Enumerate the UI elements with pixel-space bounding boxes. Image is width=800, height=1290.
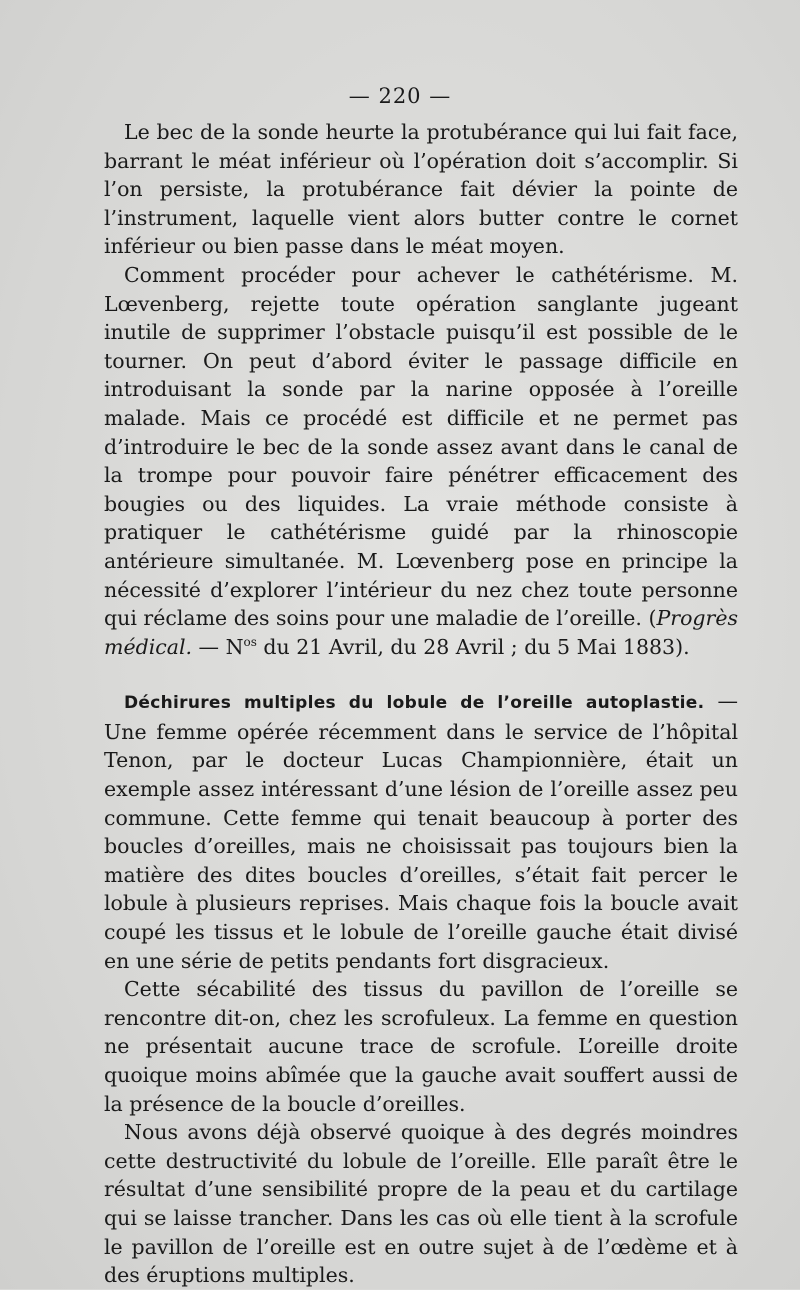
citation-superscript: os	[243, 634, 257, 649]
section-heading: Déchirures multiples du lobule de l’oreille autoplastie.	[124, 693, 705, 714]
paragraph-observation: Nous avons déjà observé quoique à des degrés moindres cette destructivité du lobule de l’oreille. Elle paraît être le résultat d’une sensibilité propre de la peau et du cartilage qui se laisse trancher. Dans les cas où elle tient à la scrofule le pavillon de l’oreille est en outre sujet à de l’œdème et à des éruptions multiples.	[104, 1120, 738, 1288]
page-body	[104, 118, 738, 1290]
citation-dash: — N	[192, 634, 244, 659]
paragraph-scrofula: Cette sécabilité des tissus du pavillon de l’oreille se rencontre dit-on, chez les scrofuleux. La femme en question ne présentait aucune trace de scrofule. L’oreille droite quoique moins abîmée que la gauche avait souffert aussi de la présence de la boucle d’oreilles.	[104, 977, 738, 1116]
paragraph-loevenberg-method	[104, 261, 738, 661]
paragraph-text: — Une femme opérée récemment dans le service de l’hôpital Tenon, par le docteur Lucas Championnière, était un exemple assez intéressant d’une lésion de l’oreille assez peu commune. Cette femme qui tenait beaucoup à porter des boucles d’oreilles, mais ne choisissait pas toujours bien la matière des dites boucles d’oreilles, s’était fait percer le lobule à plusieurs reprises. Mais chaque fois la boucle avait coupé les tissus et le lobule de l’oreille gauche était divisé en une série de petits pendants fort disgracieux.	[104, 689, 738, 973]
paragraph-catheter-obstacle: Le bec de la sonde heurte la protubérance qui lui fait face, barrant le méat inférieur où l’opération doit s’accomplir. Si l’on persiste, la protubérance fait dévier la pointe de l’instrument, laquelle vient alors butter contre le cornet inférieur ou bien passe dans le méat moyen.	[104, 120, 738, 259]
paragraph-section-lobule	[104, 687, 738, 975]
paragraph-text: Comment procéder pour achever le cathétérisme. M. Lœvenberg, rejette toute opération sanglante jugeant inutile de supprimer l’obstacle puisqu’il est possible de le tourner. On peut d’abord éviter le passage difficile en introduisant la sonde par la narine opposée à l’oreille malade. Mais ce procédé est difficile et ne permet pas d’introduire le bec de la sonde assez avant dans le canal de la trompe pour pouvoir faire pénétrer efficacement des bougies ou des liquides. La vraie méthode consiste à pratiquer le cathétérisme guidé par la rhinoscopie antérieure simultanée. M. Lœvenberg pose en principe la nécessité d’explorer l’intérieur du nez chez toute personne qui réclame des soins pour une maladie de l’oreille. (	[104, 262, 738, 631]
citation-journal: Progrès médical.	[104, 606, 738, 659]
citation-dates: du 21 Avril, du 28 Avril ; du 5 Mai 1883).	[256, 634, 690, 659]
page-number: — 220 —	[348, 84, 452, 108]
